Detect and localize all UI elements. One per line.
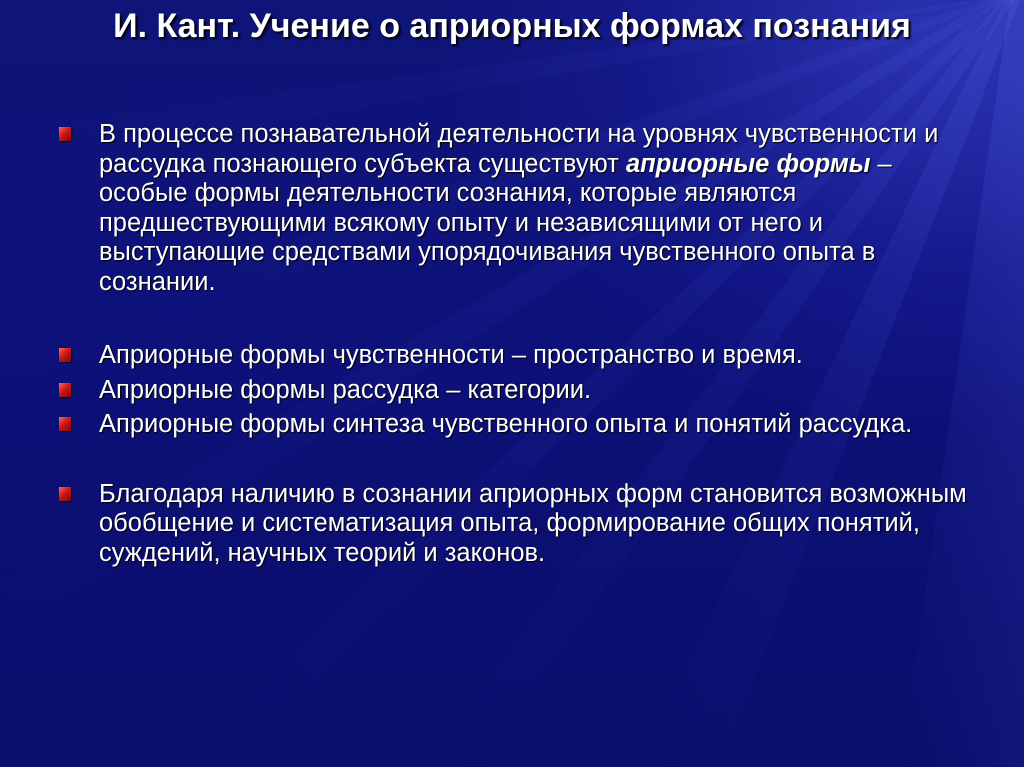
bullet-emphasis: априорные формы	[625, 149, 871, 178]
bullet-item-apriori-forms	[56, 120, 976, 297]
bullet-text: Априорные формы рассудка – категории.	[99, 375, 592, 404]
bullet-text-after: – особые формы деятельности сознания, которые являются предшествующими всякому опыту и независящими от него и выступающие средствами упорядочивания чувственного опыта в сознании.	[99, 149, 892, 296]
bullet-text: Априорные формы синтеза чувственного опыта и понятий рассудка.	[99, 410, 913, 438]
bullet-list	[56, 120, 976, 568]
bullet-square-icon	[59, 417, 71, 431]
bullet-text-before: В процессе познавательной деятельности на уровнях чувственности и рассудка познающего субъекта существуют	[99, 120, 939, 178]
bullet-square-icon	[59, 127, 71, 141]
bullet-item-synthesis	[56, 410, 976, 440]
bullet-text: Априорные формы чувственности – пространство и время.	[99, 341, 803, 369]
bullet-item-understanding	[56, 376, 976, 406]
slide-title: И. Кант. Учение о априорных формах познания	[113, 7, 911, 45]
bullet-square-icon	[59, 383, 71, 397]
bullet-square-icon	[59, 348, 71, 362]
bullet-text: Благодаря наличию в сознании априорных форм становится возможным обобщение и систематизация опыта, формирование общих понятий, суждений, научных теорий и законов.	[99, 479, 967, 567]
bullet-item-sensibility	[56, 341, 976, 371]
bullet-square-icon	[59, 487, 71, 501]
bullet-item-generalization	[56, 480, 976, 569]
